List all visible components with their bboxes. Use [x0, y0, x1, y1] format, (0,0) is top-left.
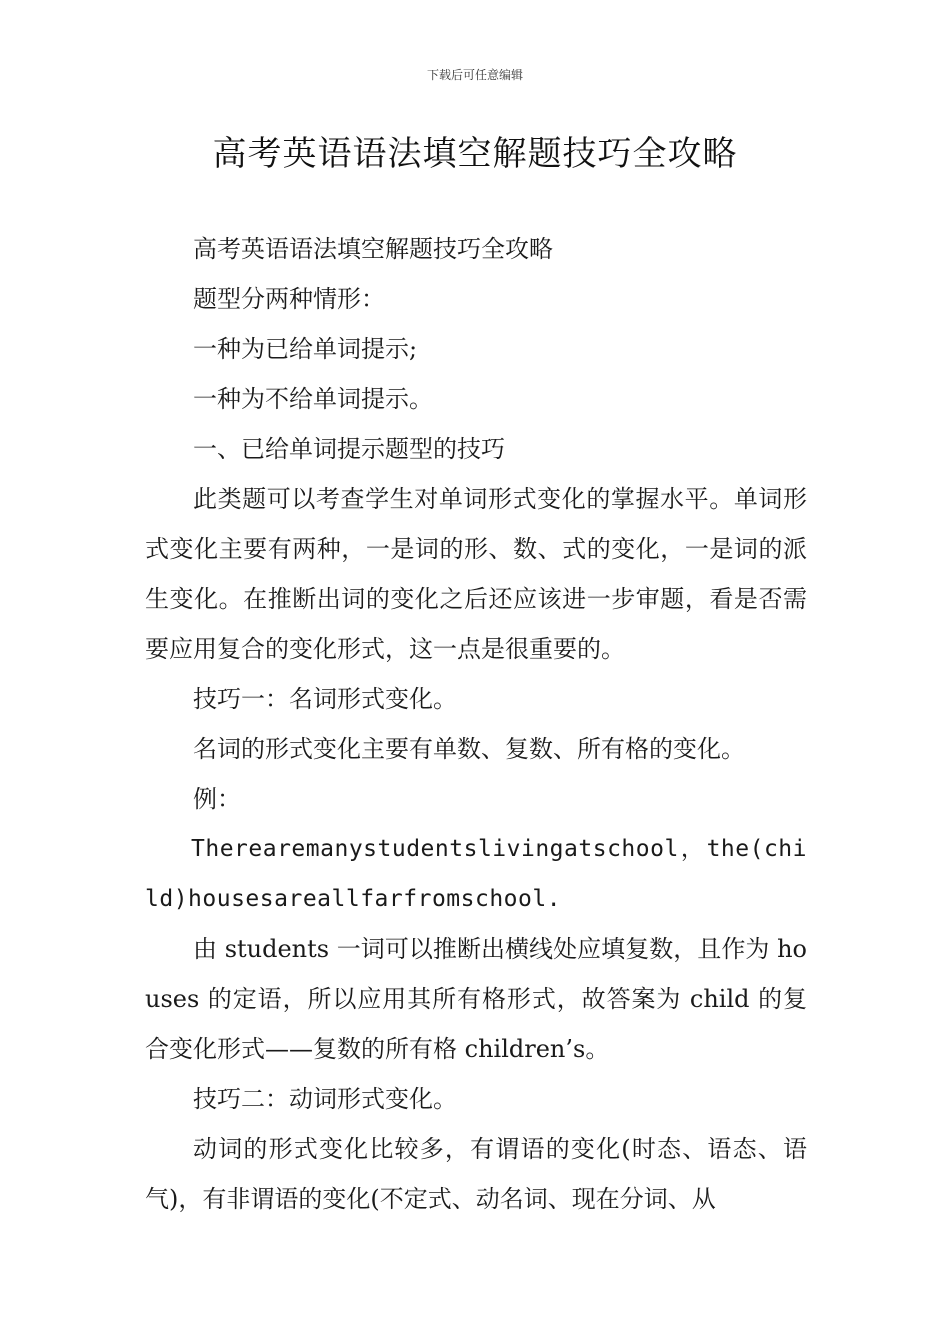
example-label: 例： [193, 785, 241, 813]
paragraph-word-forms: 此类题可以考查学生对单词形式变化的掌握水平。单词形式变化主要有两种，一是词的形、数、式的变化，一是词的派生变化。在推断出词的变化之后还应该进一步审题，看是否需要应用复合的变化形式，这一点是很重要的。 [145, 485, 807, 663]
heading-technique-two: 技巧二：动词形式变化。 [193, 1085, 457, 1113]
heading-technique-one: 技巧一：名词形式变化。 [193, 685, 457, 713]
paragraph-type-one: 一种为已给单词提示; [193, 335, 418, 363]
document-body [145, 224, 807, 1224]
paragraph-question-types: 题型分两种情形： [193, 285, 385, 313]
example-sentence: Therearemanystudentslivingatschool，the(child)housesareallfarfromschool. [145, 836, 807, 912]
paragraph-noun-forms: 名词的形式变化主要有单数、复数、所有格的变化。 [193, 735, 745, 763]
paragraph-verb-forms: 动词的形式变化比较多，有谓语的变化(时态、语态、语气)，有非谓语的变化(不定式、动名词、现在分词、从 [145, 1135, 807, 1213]
paragraph-type-two: 一种为不给单词提示。 [193, 385, 433, 413]
section-heading-one: 一、已给单词提示题型的技巧 [193, 435, 505, 463]
paragraph-subtitle: 高考英语语法填空解题技巧全攻略 [193, 235, 553, 263]
document-title: 高考英语语法填空解题技巧全攻略 [212, 134, 738, 174]
header-note: 下载后可任意编辑 [426, 68, 523, 82]
paragraph-example-explanation: 由 students 一词可以推断出横线处应填复数，且作为 houses 的定语，所以应用其所有格形式，故答案为 child 的复合变化形式——复数的所有格 children’s。 [145, 935, 807, 1063]
